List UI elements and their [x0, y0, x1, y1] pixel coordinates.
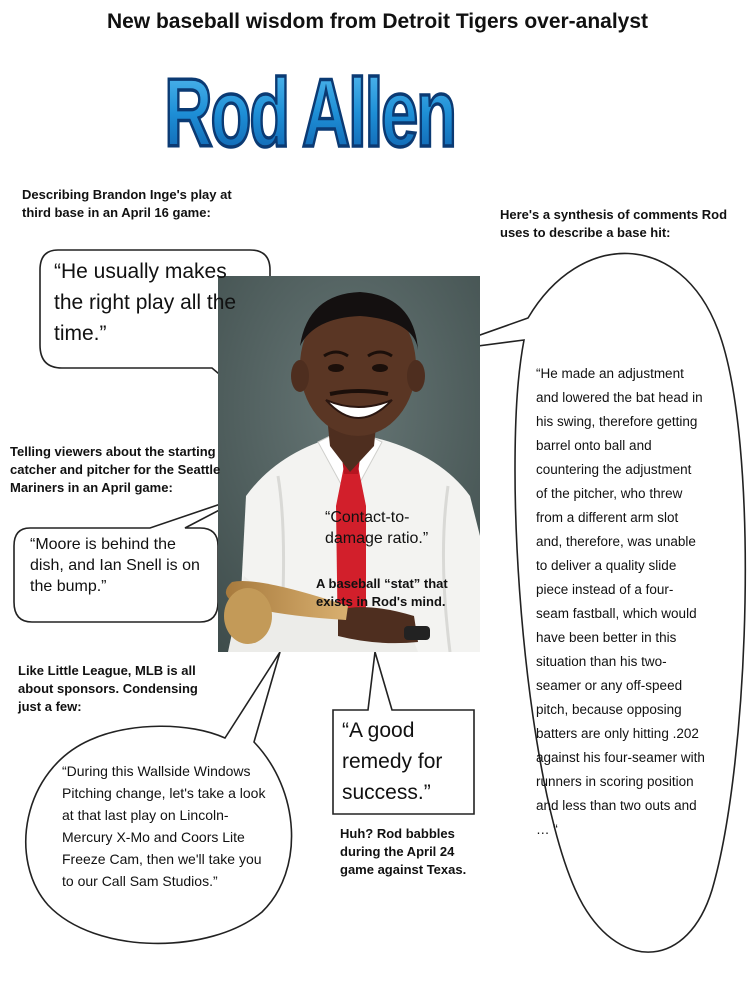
- quote-inge: “He usually makes the right play all the time.”: [54, 260, 237, 345]
- logo-text: Rod Allen: [164, 58, 455, 167]
- quote-sponsors: “During this Wallside Windows Pitching change, let's take a look at that last play on Lincoln-Mercury X-Mo and Coors Lite Freeze Cam, then we'll take you to our Call Sam Studios.”: [62, 763, 266, 889]
- quote-mariners: “Moore is behind the dish, and Ian Snell is on the bump.”: [30, 536, 200, 595]
- quote-synthesis: “He made an adjustment and lowered the bat head in his swing, therefore getting barrel onto ball and countering the adjustment of the pitcher, who threw from a different arm slot and, therefore, was unable to deliver a quality slide piece instead of a four-seam fastball, which would have been better in this situation than his two-seamer or any off-speed pitch, because opposing batters are only hitting .202 against his four-seamer with runners in scoring position and less than two outs and … “: [536, 366, 705, 837]
- caption-synthesis: Here's a synthesis of comments Rod uses to describe a base hit:: [500, 207, 728, 240]
- quote-contact: “Contact-to-damage ratio.”: [325, 509, 429, 547]
- caption-texas: Huh? Rod babbles during the April 24 game against Texas.: [340, 826, 467, 877]
- page-title: New baseball wisdom from Detroit Tigers over-analyst: [106, 10, 649, 33]
- quote-remedy: “A good remedy for success.”: [342, 719, 443, 804]
- caption-stat: A baseball “stat” that exists in Rod's mind.: [316, 576, 448, 609]
- caption-inge: Describing Brandon Inge's play at third base in an April 16 game:: [22, 187, 232, 220]
- caption-sponsors: Like Little League, MLB is all about sponsors. Condensing just a few:: [18, 663, 198, 714]
- caption-mariners: Telling viewers about the starting catcher and pitcher for the Seattle Mariners in an April game:: [10, 444, 221, 495]
